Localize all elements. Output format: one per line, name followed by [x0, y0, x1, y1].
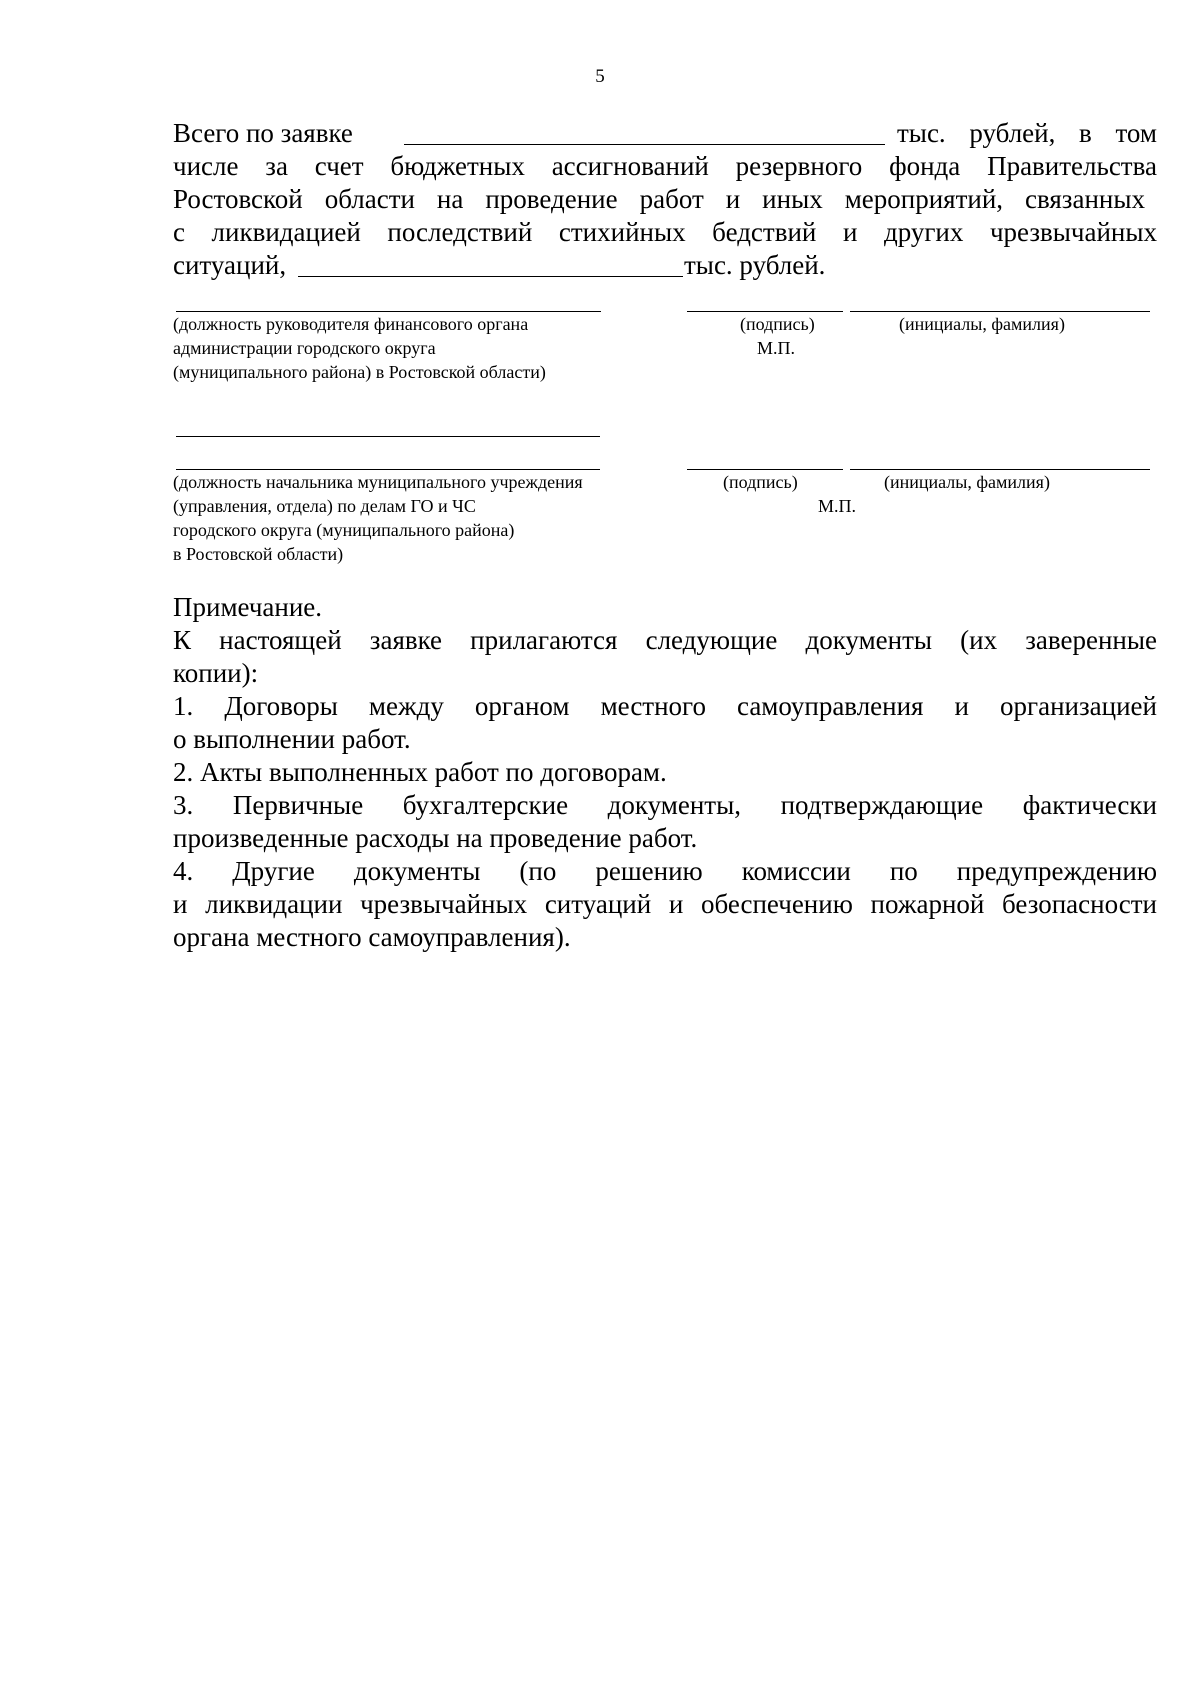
- position-2-line-b[interactable]: [176, 469, 600, 470]
- position-1-label-3: (муниципального района) в Ростовской области): [173, 362, 546, 382]
- total-line-1-start: Всего по заявке: [173, 118, 353, 148]
- note-title: Примечание.: [173, 592, 323, 622]
- note-item-4-line-1: 4. Другие документы (по решению комиссии по предупреждению: [173, 856, 1157, 886]
- note-item-3-line-1: 3. Первичные бухгалтерские документы, подтверждающие фактически: [173, 790, 1157, 820]
- page-number: 5: [595, 66, 605, 87]
- total-amount-blank[interactable]: [404, 144, 885, 145]
- signature-1-line[interactable]: [687, 311, 843, 312]
- note-item-2: 2. Акты выполненных работ по договорам.: [173, 757, 667, 787]
- position-1-label-1: (должность руководителя финансового органа: [173, 314, 529, 334]
- total-line-1-end: тыс. рублей, в том: [897, 118, 1157, 148]
- position-2-label-2: (управления, отдела) по делам ГО и ЧС: [173, 496, 476, 516]
- position-1-line[interactable]: [176, 311, 601, 312]
- reserve-amount-blank[interactable]: [298, 276, 683, 277]
- position-2-label-1: (должность начальника муниципального учреждения: [173, 472, 583, 492]
- note-item-1-line-1: 1. Договоры между органом местного самоуправления и организацией: [173, 691, 1157, 721]
- note-item-4-line-3: органа местного самоуправления).: [173, 922, 571, 952]
- name-2-label: (инициалы, фамилия): [884, 472, 1050, 492]
- seal-2-label: М.П.: [818, 496, 857, 516]
- note-intro-line-1: К настоящей заявке прилагаются следующие документы (их заверенные: [173, 625, 1157, 655]
- note-item-4-line-2: и ликвидации чрезвычайных ситуаций и обеспечению пожарной безопасности: [173, 889, 1157, 919]
- name-2-line[interactable]: [850, 469, 1150, 470]
- signature-2-label: (подпись): [723, 472, 798, 492]
- position-2-label-3: городского округа (муниципального района): [173, 520, 515, 540]
- total-line-5-end: тыс. рублей.: [684, 250, 826, 280]
- total-line-3: Ростовской области на проведение работ и иных мероприятий, связанных: [173, 184, 1145, 214]
- signature-1-label: (подпись): [740, 314, 815, 334]
- position-2-line-a[interactable]: [176, 436, 600, 437]
- note-item-1-line-2: о выполнении работ.: [173, 724, 411, 754]
- note-item-3-line-2: произведенные расходы на проведение работ.: [173, 823, 698, 853]
- note-intro-line-2: копии):: [173, 658, 259, 688]
- position-2-label-4: в Ростовской области): [173, 544, 344, 564]
- name-1-label: (инициалы, фамилия): [899, 314, 1065, 334]
- total-line-5-start: ситуаций,: [173, 250, 287, 280]
- seal-1-label: М.П.: [757, 338, 796, 358]
- total-line-4: с ликвидацией последствий стихийных бедствий и других чрезвычайных: [173, 217, 1157, 247]
- name-1-line[interactable]: [850, 311, 1150, 312]
- position-1-label-2: администрации городского округа: [173, 338, 436, 358]
- signature-2-line[interactable]: [687, 469, 843, 470]
- total-line-2: числе за счет бюджетных ассигнований резервного фонда Правительства: [173, 151, 1157, 181]
